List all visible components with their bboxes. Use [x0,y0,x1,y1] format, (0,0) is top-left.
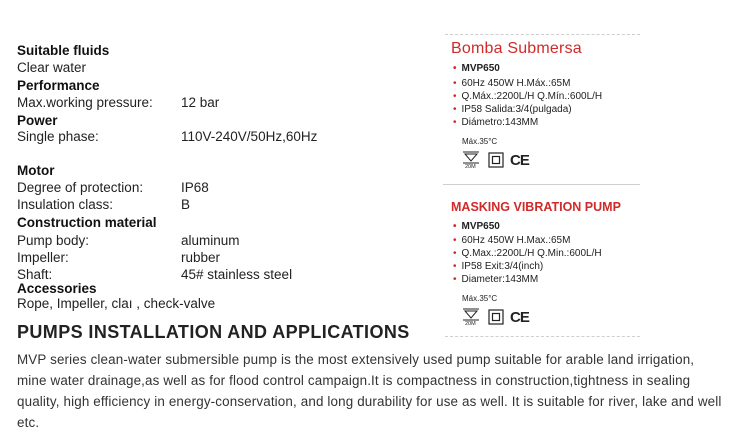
section-paragraph: MVP series clean-water submersible pump is the most extensively used pump suitable for arable land irrigation, mine water drainage,as well as for flood control campaign.It is compactness in construction,tightness in sealing quality, high efficiency in energy-conservation, and long durability for use as well. It is suitable for river, lake and well etc. [17,352,722,430]
fluids-heading: Suitable fluids [17,43,110,58]
label-es-title: Bomba Submersa [451,40,582,57]
label-en-line3: • IP58 Exit:3/4(inch) [453,261,544,272]
label-es-line4: • Diámetro:143MM [453,117,539,128]
phase-label: Single phase: [17,129,99,144]
performance-heading: Performance [17,78,100,93]
label-es-line2: • Q.Máx.:2200L/H Q.Mín.:600L/H [453,91,603,102]
accessories-value: Rope, Impeller, claı , check-valve [17,296,216,311]
section-heading: PUMPS INSTALLATION AND APPLICATIONS [17,322,410,342]
label-en-line2: • Q.Max.:2200L/H Q.Min.:600L/H [453,248,602,259]
label-en-temp: Máx.35°C [462,294,498,303]
label-es-temp: Máx.35°C [462,137,498,146]
label-es-line3: • IP58 Salida:3/4(pulgada) [453,104,572,115]
label-divider-top [445,34,640,35]
label-es-line1: • 60Hz 450W H.Máx.:65M [453,78,571,89]
impeller-label: Impeller: [17,250,69,265]
ce-mark: CE [510,308,529,326]
label-divider-bottom [445,336,640,337]
label-en-icons [460,306,529,328]
label-divider-middle [443,184,640,185]
pressure-label: Max.working pressure: [17,95,153,110]
impeller-value: rubber [181,250,221,265]
insulation-label: Insulation class: [17,197,114,212]
submersion-depth-icon [460,306,482,328]
phase-value: 110V-240V/50Hz,60Hz [181,129,318,144]
depth-label: 20M [465,321,476,327]
shaft-label: Shaft: [17,267,53,282]
pressure-value: 12 bar [181,95,220,110]
label-en-line4: • Diameter:143MM [453,274,539,285]
body-value: aluminum [181,233,240,248]
label-en-title: MASKING VIBRATION PUMP [451,200,621,214]
insulation-value: B [181,197,191,212]
shaft-value: 45# stainless steel [181,267,293,282]
motor-heading: Motor [17,163,55,178]
accessories-heading: Accessories [17,281,97,296]
protection-value: IP68 [181,180,209,195]
double-insulation-icon [488,152,504,168]
label-en-model: • MVP650 [453,221,500,232]
protection-label: Degree of protection: [17,180,144,195]
label-en-line1: • 60Hz 450W H.Max.:65M [453,235,571,246]
power-heading: Power [17,113,58,128]
fluids-value: Clear water [17,60,87,75]
submersion-depth-icon [460,149,482,171]
depth-label: 20M [465,164,476,170]
label-es-icons [460,149,529,171]
product-labels-panel [443,30,640,340]
double-insulation-icon [488,309,504,325]
label-es-model: • MVP650 [453,63,500,74]
body-label: Pump body: [17,233,90,248]
construction-heading: Construction material [17,215,157,230]
ce-mark: CE [510,151,529,169]
